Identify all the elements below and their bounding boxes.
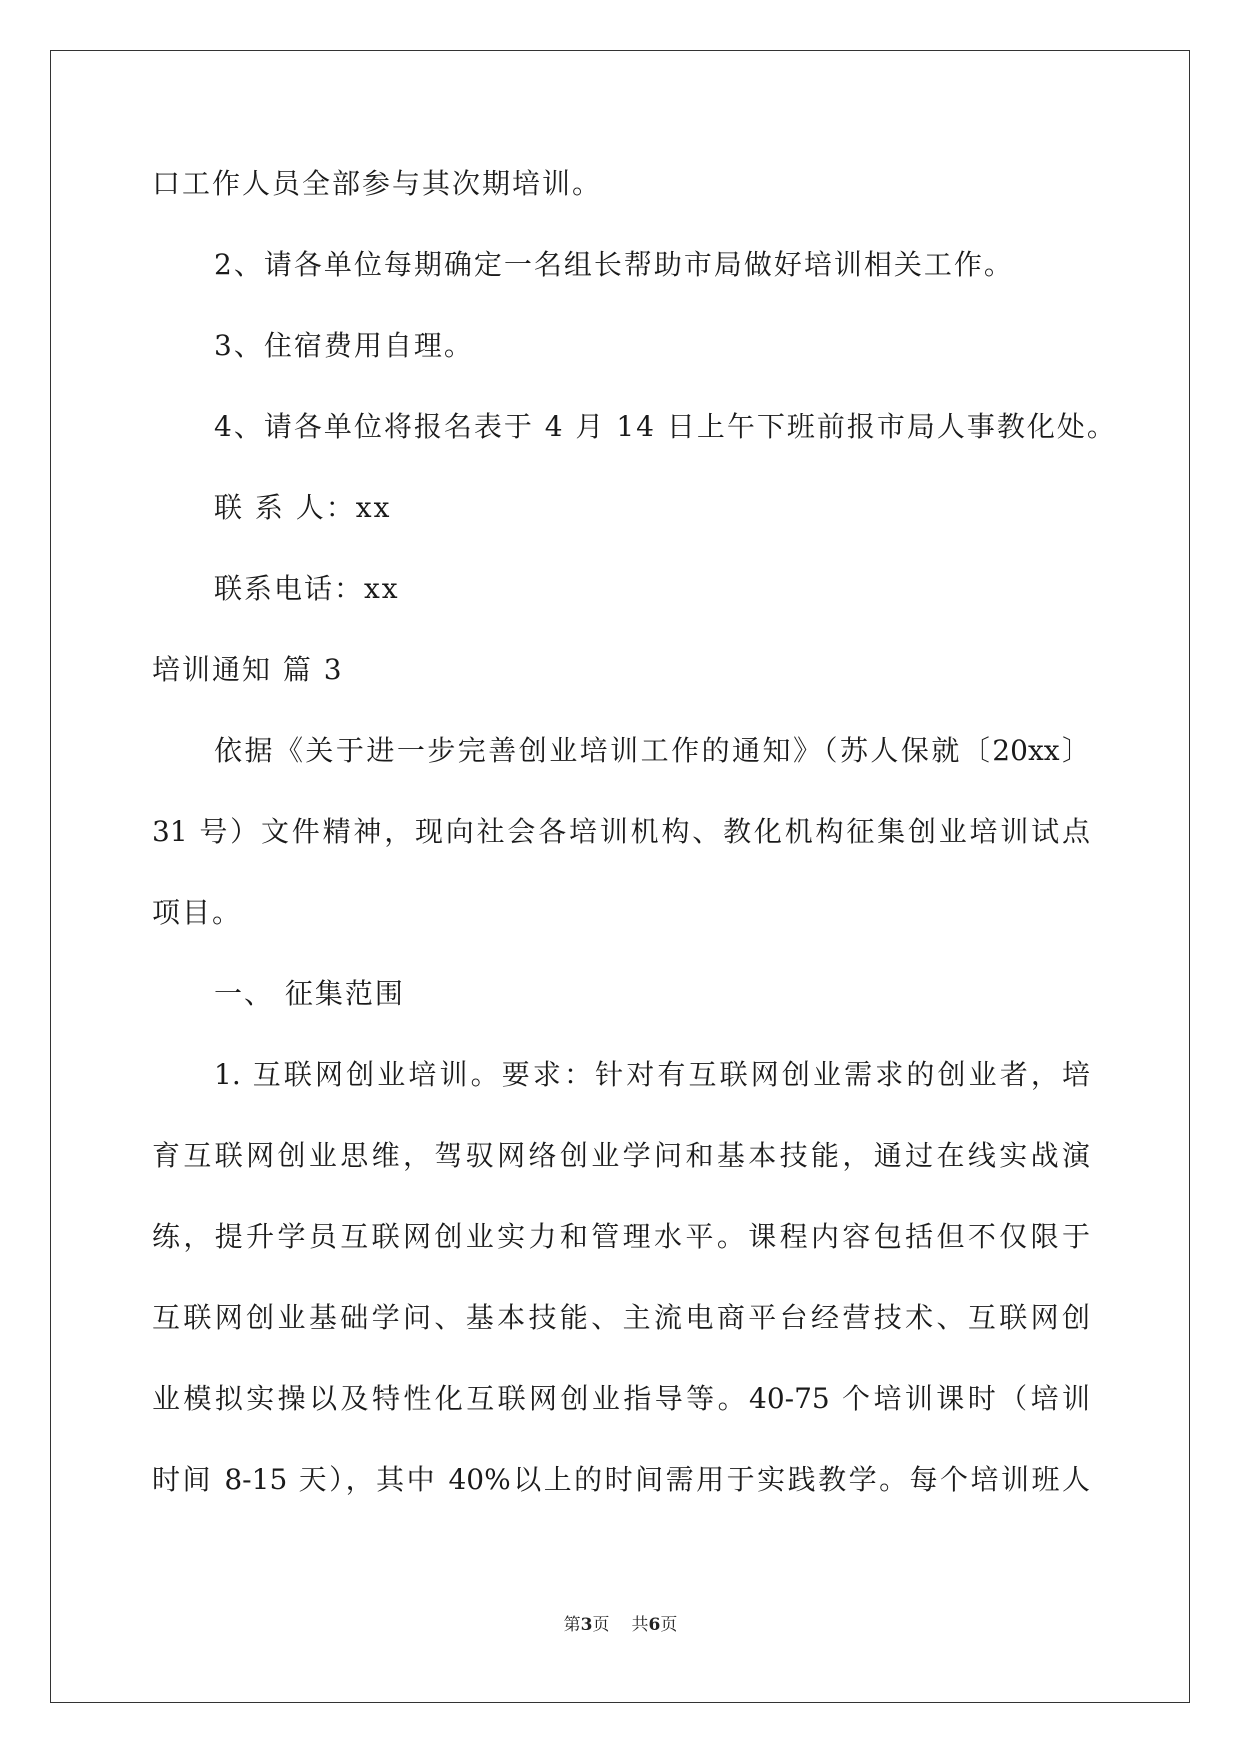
text-line: 1. 互联网创业培训。要求：针对有互联网创业需求的创业者，培 (214, 1058, 1090, 1091)
text-line: 依据《关于进一步完善创业培训工作的通知》（苏人保就〔20xx〕 (214, 734, 1090, 767)
text-line: 业模拟实操以及特性化互联网创业指导等。40-75 个培训课时（培训 (152, 1382, 1090, 1415)
footer-total-unit: 页 (660, 1615, 678, 1635)
text-line: 互联网创业基础学问、基本技能、主流电商平台经营技术、互联网创 (152, 1301, 1090, 1334)
footer-prefix: 第 (563, 1615, 581, 1635)
current-page-number: 3 (580, 1615, 593, 1635)
text-line: 2、请各单位每期确定一名组长帮助市局做好培训相关工作。 (214, 248, 1014, 281)
text-line: 时间 8-15 天），其中 40%以上的时间需用于实践教学。每个培训班人 (152, 1463, 1090, 1496)
subsection-heading: 一、 征集范围 (214, 977, 405, 1010)
text-line: 联 系 人：xx (214, 491, 392, 524)
text-line: 项目。 (152, 896, 243, 929)
total-pages-number: 6 (648, 1615, 661, 1635)
section-heading: 培训通知 篇 3 (152, 653, 344, 686)
text-line: 口工作人员全部参与其次期培训。 (152, 167, 603, 200)
text-line: 3、住宿费用自理。 (214, 329, 474, 362)
page-footer (0, 1610, 1241, 1635)
text-line: 练，提升学员互联网创业实力和管理水平。课程内容包括但不仅限于 (152, 1220, 1090, 1253)
text-line: 31 号）文件精神，现向社会各培训机构、教化机构征集创业培训试点 (152, 815, 1090, 848)
text-line: 4、请各单位将报名表于 4 月 14 日上午下班前报市局人事教化处。 (214, 410, 1117, 443)
text-line: 联系电话：xx (214, 572, 400, 605)
footer-total-prefix: 共 (631, 1615, 649, 1635)
document-body (152, 167, 1117, 1545)
footer-page-unit: 页 (592, 1615, 610, 1635)
text-line: 育互联网创业思维，驾驭网络创业学问和基本技能，通过在线实战演 (152, 1139, 1090, 1172)
